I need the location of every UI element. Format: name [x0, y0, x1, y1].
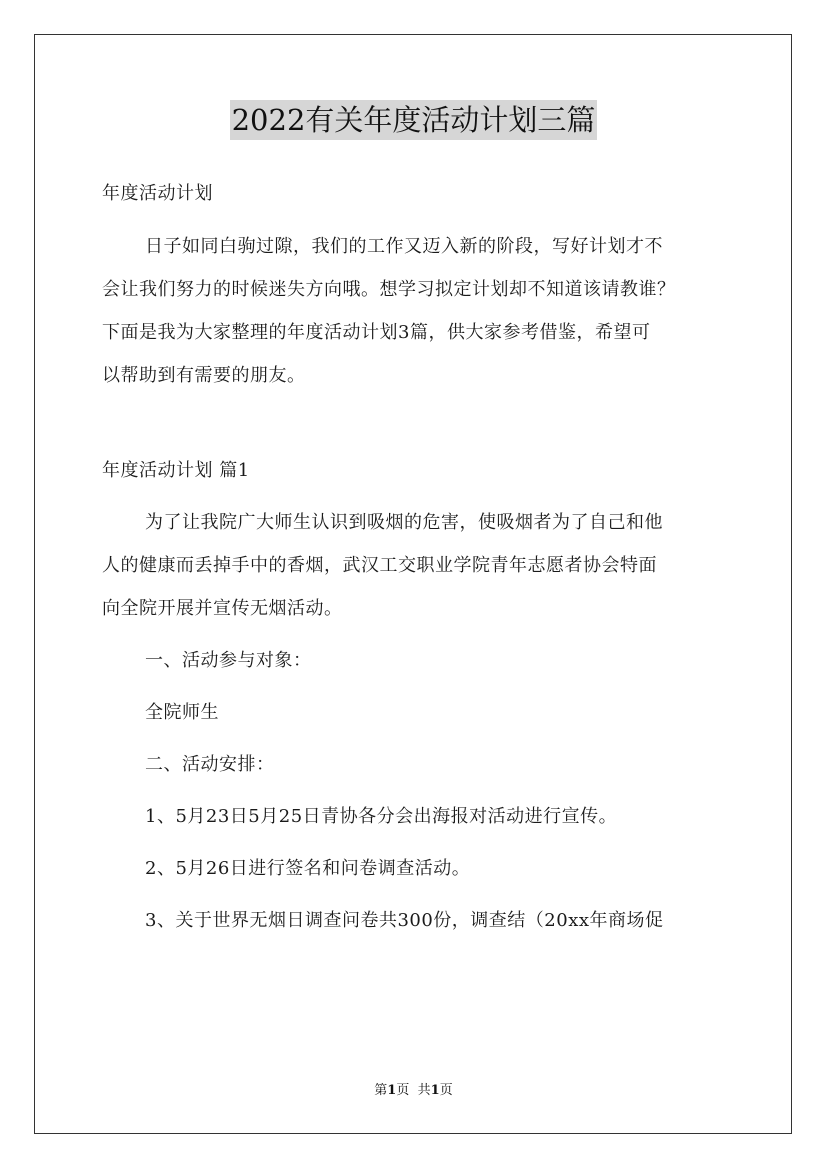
chapter-line: 为了让我院广大师生认识到吸烟的危害，使吸烟者为了自己和他 — [145, 512, 663, 533]
schedule-line: 1、5月23日5月25日青协各分会出海报对活动进行宣传。 — [145, 806, 618, 827]
section-heading: 年度活动计划 — [102, 183, 213, 204]
footer-page-word: 页 — [396, 1083, 410, 1098]
intro-line: 下面是我为大家整理的年度活动计划3篇，供大家参考借鉴，希望可 — [102, 322, 651, 343]
intro-line: 以帮助到有需要的朋友。 — [102, 365, 306, 386]
title-container — [0, 100, 827, 140]
footer-total-number: 1 — [430, 1083, 440, 1098]
paragraph-gap — [102, 397, 732, 440]
footer-total-word: 页 — [439, 1083, 453, 1098]
chapter-heading: 年度活动计划 篇1 — [102, 460, 250, 481]
chapter-line: 向全院开展并宣传无烟活动。 — [102, 598, 343, 619]
item-heading: 一、活动参与对象： — [145, 650, 312, 671]
footer-total-prefix: 共 — [417, 1083, 431, 1098]
footer-prefix: 第 — [374, 1083, 388, 1098]
item-heading: 二、活动安排： — [145, 754, 275, 775]
schedule-line: 2、5月26日进行签名和问卷调查活动。 — [145, 858, 471, 879]
intro-line: 会让我们努力的时候迷失方向哦。想学习拟定计划却不知道该请教谁？ — [102, 279, 676, 300]
schedule-line: 3、关于世界无烟日调查问卷共300份，调查结（20xx年商场促 — [145, 910, 664, 931]
item-text: 全院师生 — [145, 702, 219, 723]
chapter-line: 人的健康而丢掉手中的香烟，武汉工交职业学院青年志愿者协会特面 — [102, 555, 657, 576]
page-footer — [0, 1082, 827, 1100]
footer-page-number: 1 — [387, 1083, 397, 1098]
document-title[interactable]: 2022有关年度活动计划三篇 — [230, 100, 598, 140]
document-body — [102, 172, 732, 942]
intro-line: 日子如同白驹过隙，我们的工作又迈入新的阶段，写好计划才不 — [145, 236, 663, 257]
